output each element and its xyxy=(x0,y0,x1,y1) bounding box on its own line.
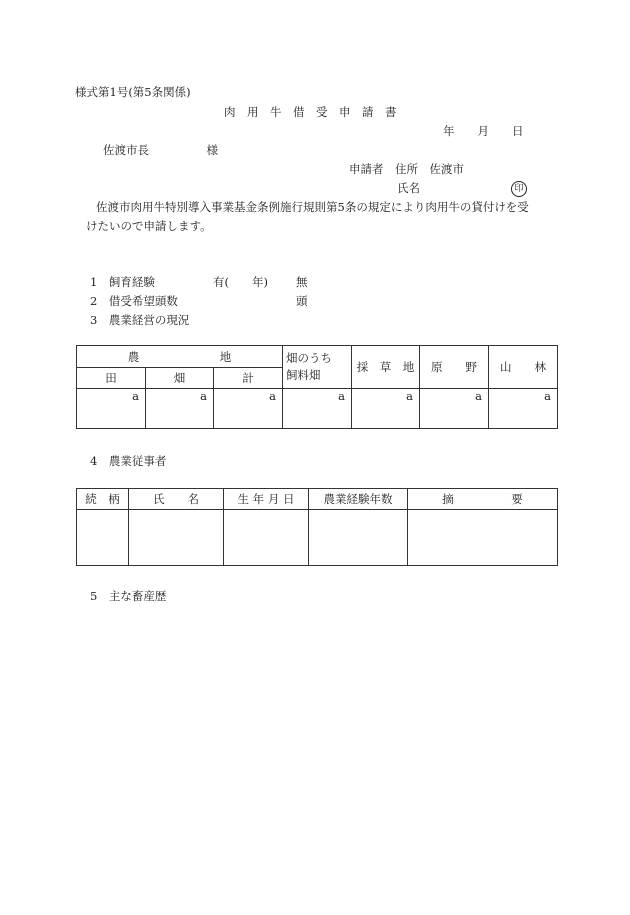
item-cattle-unit: 頭 xyxy=(296,294,308,308)
date-line: 年 月 日 xyxy=(443,124,524,138)
header-birthdate: 生 年 月 日 xyxy=(224,489,309,510)
cell-rice-area: a xyxy=(77,389,146,429)
header-total: 計 xyxy=(214,368,283,389)
applicant-name-label: 氏名 xyxy=(397,181,420,195)
cell-total-area: a xyxy=(214,389,283,429)
header-feed-field-line1: 畑のうち xyxy=(286,351,333,365)
seal-icon: 印 xyxy=(511,181,527,197)
cell-forest-area: a xyxy=(489,389,558,429)
header-feed-field xyxy=(283,346,352,389)
addressee: 佐渡市長 様 xyxy=(103,143,218,157)
cell-grassland-area: a xyxy=(420,389,489,429)
item-livestock-history: 5 主な畜産歴 xyxy=(90,589,167,603)
cell-relation xyxy=(77,510,129,566)
item-farm-workers: 4 農業従事者 xyxy=(90,454,167,468)
table-header-row xyxy=(77,489,558,510)
header-rice-field: 田 xyxy=(77,368,146,389)
cell-feed-area: a xyxy=(283,389,352,429)
seal-mark xyxy=(511,180,527,197)
farm-status-table xyxy=(76,345,558,429)
header-experience-years: 農業経験年数 xyxy=(309,489,408,510)
cell-upland-area: a xyxy=(146,389,214,429)
header-name: 氏 名 xyxy=(129,489,224,510)
item-cattle-count: 2 借受希望頭数 xyxy=(90,294,178,308)
cell-birthdate xyxy=(224,510,309,566)
header-grassland: 原 野 xyxy=(420,346,489,389)
form-id: 様式第1号(第5条関係) xyxy=(75,85,191,99)
table-row xyxy=(77,389,558,429)
table-row xyxy=(77,510,558,566)
header-forest: 山 林 xyxy=(489,346,558,389)
item-breeding-yes: 有( 年) xyxy=(213,275,268,289)
item-farm-status: 3 農業経営の現況 xyxy=(90,313,190,327)
body-text-line2: けたいので申請します。 xyxy=(86,219,212,233)
cell-remarks xyxy=(408,510,558,566)
cell-pasture-area: a xyxy=(352,389,420,429)
farm-workers-table xyxy=(76,488,558,566)
header-feed-field-line2: 飼料畑 xyxy=(286,368,321,382)
header-pasture: 採 草 地 xyxy=(352,346,420,389)
header-farmland: 農 地 xyxy=(77,346,283,368)
cell-name xyxy=(129,510,224,566)
header-remarks: 摘 要 xyxy=(408,489,558,510)
applicant-address: 申請者 住所 佐渡市 xyxy=(349,162,464,176)
document-title: 肉 用 牛 借 受 申 請 書 xyxy=(224,105,397,119)
table-header-row xyxy=(77,346,558,368)
item-breeding-no: 無 xyxy=(296,275,308,289)
body-text-line1: 佐渡市肉用牛特別導入事業基金条例施行規則第5条の規定により肉用牛の貸付けを受 xyxy=(96,200,529,214)
item-breeding-experience: 1 飼育経験 xyxy=(90,275,155,289)
cell-experience-years xyxy=(309,510,408,566)
header-upland-field: 畑 xyxy=(146,368,214,389)
header-relation: 続 柄 xyxy=(77,489,129,510)
